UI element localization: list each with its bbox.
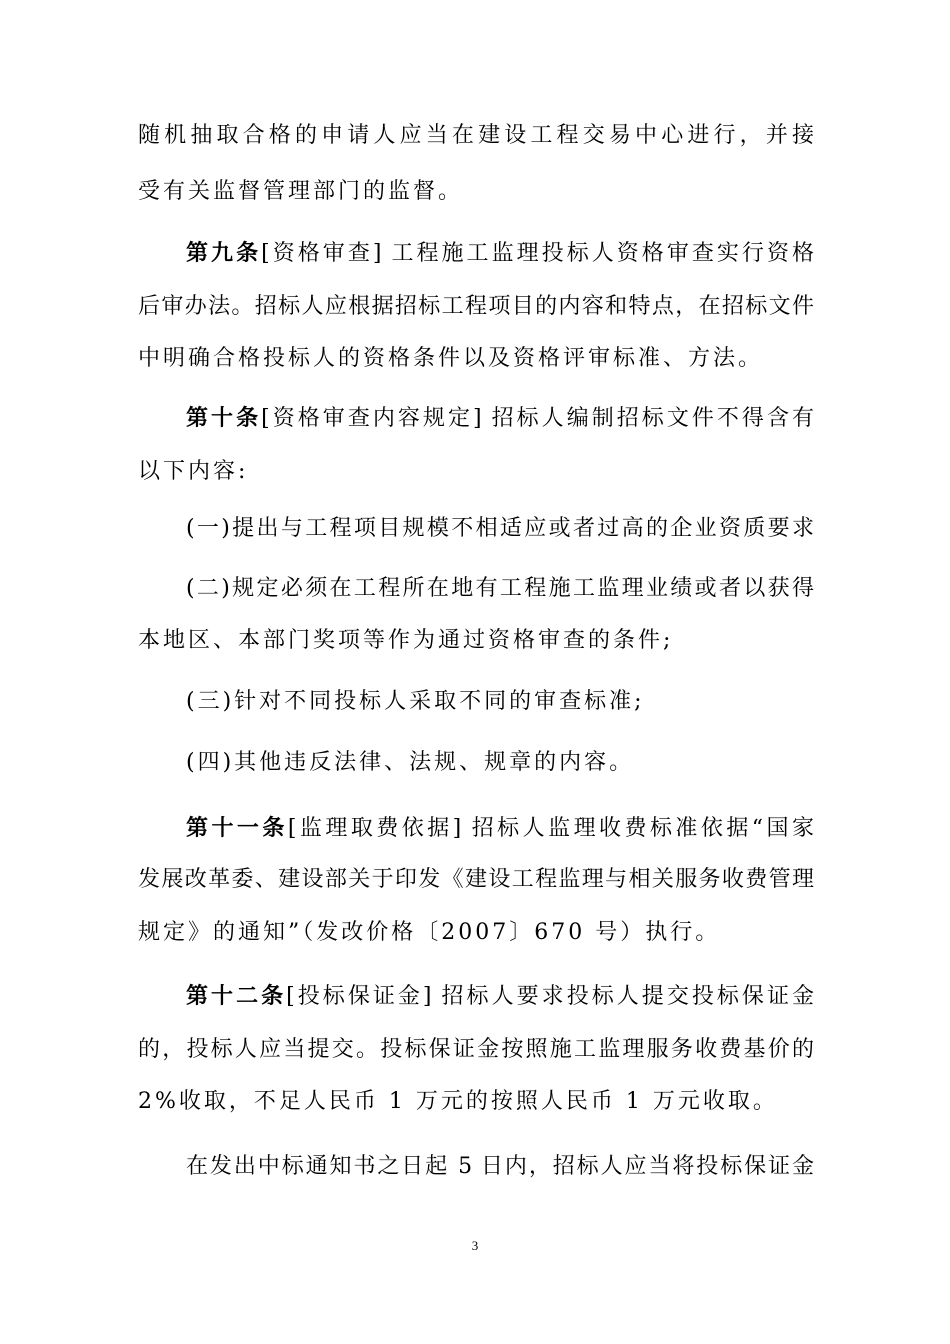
article-12-heading: 第十二条 bbox=[186, 983, 287, 1009]
paragraph-line: 的，投标人应当提交。投标保证金按照施工监理服务收费基价的 bbox=[138, 1037, 814, 1062]
article-9-text: [资格审查] 工程施工监理投标人资格审查实行资格 bbox=[261, 241, 814, 266]
article-12-text: [投标保证金] 招标人要求投标人提交投标保证金 bbox=[286, 984, 814, 1009]
list-item: (四)其他违反法律、法规、规章的内容。 bbox=[186, 750, 635, 775]
article-10-line bbox=[186, 403, 814, 433]
paragraph-line: 发展改革委、建设部关于印发《建设工程监理与相关服务收费管理 bbox=[138, 867, 814, 892]
paragraph-line: 2%收取，不足人民币 1 万元的按照人民币 1 万元收取。 bbox=[138, 1089, 778, 1114]
paragraph-line: 受有关监督管理部门的监督。 bbox=[138, 179, 464, 204]
paragraph-line: 在发出中标通知书之日起 5 日内，招标人应当将投标保证金 bbox=[186, 1154, 814, 1179]
paragraph-line: 规定》的通知”（发改价格〔2007〕670 号）执行。 bbox=[138, 920, 721, 945]
article-11-text: [监理取费依据] 招标人监理收费标准依据“国家 bbox=[287, 816, 814, 841]
list-item: (一)提出与工程项目规模不相适应或者过高的企业资质要求 bbox=[186, 516, 814, 541]
list-item-continuation: 本地区、本部门奖项等作为通过资格审查的条件; bbox=[138, 628, 674, 653]
paragraph-line: 以下内容: bbox=[138, 459, 249, 484]
article-9-line bbox=[186, 238, 814, 268]
list-item: (三)针对不同投标人采取不同的审查标准; bbox=[186, 689, 645, 714]
page-number: 3 bbox=[471, 1238, 479, 1253]
article-10-text: [资格审查内容规定] 招标人编制招标文件不得含有 bbox=[261, 406, 814, 431]
list-item: (二)规定必须在工程所在地有工程施工监理业绩或者以获得 bbox=[186, 576, 814, 601]
article-11-line bbox=[186, 813, 814, 843]
article-12-line bbox=[186, 981, 814, 1011]
paragraph-line: 中明确合格投标人的资格条件以及资格评审标准、方法。 bbox=[138, 346, 764, 371]
article-9-heading: 第九条 bbox=[186, 240, 262, 266]
paragraph-line: 随机抽取合格的申请人应当在建设工程交易中心进行，并接 bbox=[138, 123, 814, 148]
paragraph-line: 后审办法。招标人应根据招标工程项目的内容和特点，在招标文件 bbox=[138, 294, 814, 319]
article-10-heading: 第十条 bbox=[186, 405, 262, 431]
article-11-heading: 第十一条 bbox=[186, 815, 288, 841]
